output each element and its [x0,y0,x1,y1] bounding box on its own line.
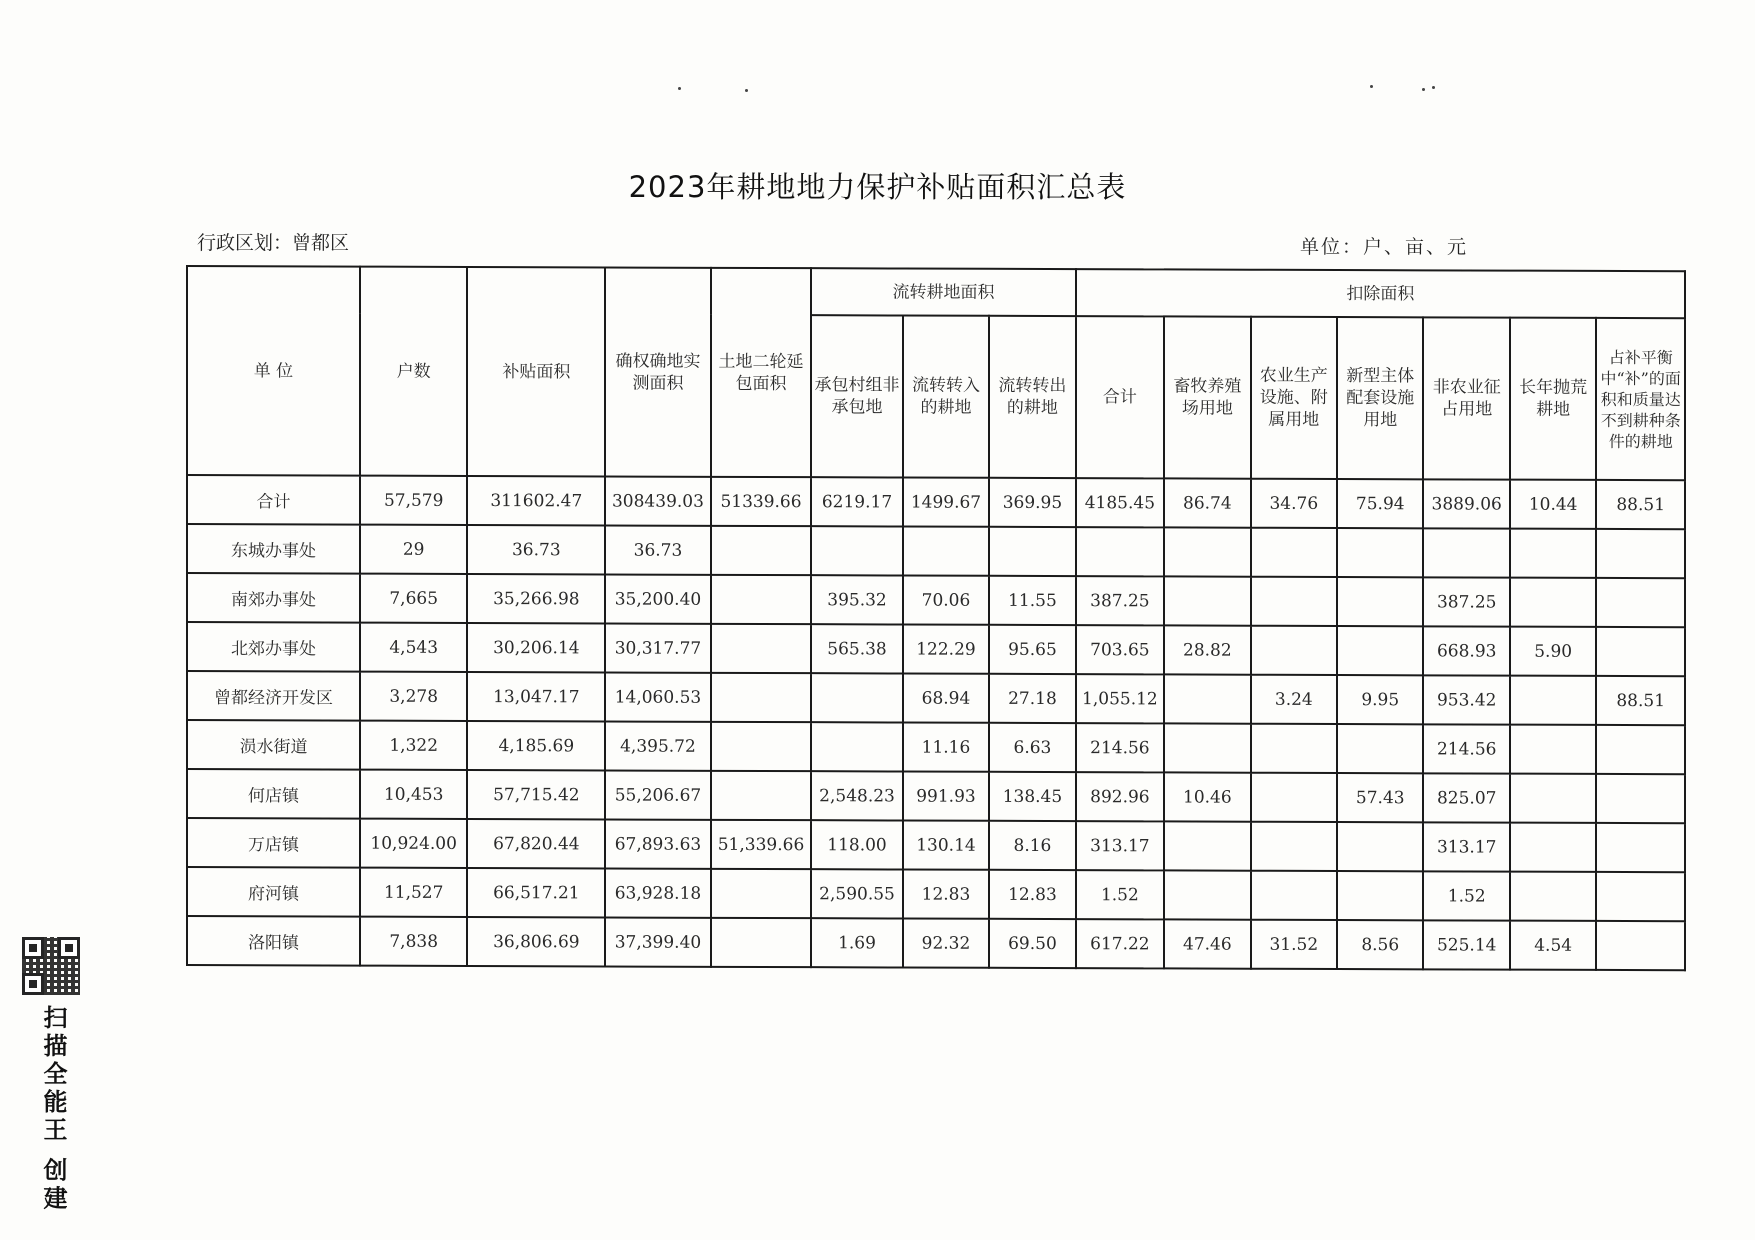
cell-households: 10,453 [360,770,468,819]
cell-agri [1251,822,1337,871]
cell-balance: 88.51 [1596,480,1685,529]
region-label: 行政区划：曾都区 [197,232,350,254]
header-confirmed-area: 确权确地实测面积 [605,267,711,476]
cell-name: 合计 [187,475,360,525]
cell-new-entity: 57.43 [1337,773,1423,822]
cell-deduct-total: 617.22 [1076,919,1164,968]
table-row [187,573,1685,627]
cell-out: 95.65 [989,625,1075,674]
cell-abandoned [1510,578,1596,627]
cell-out: 11.55 [989,576,1075,625]
cell-balance [1596,578,1685,627]
cell-name: 洛阳镇 [187,916,360,966]
cell-subsidy: 57,715.42 [467,770,605,819]
cell-livestock [1164,821,1250,870]
header-balance: 占补平衡中“补”的面积和质量达不到耕种条件的耕地 [1596,318,1685,480]
cell-new-entity: 8.56 [1337,920,1423,969]
scan-speck [1370,85,1373,88]
header-transfer-group: 流转耕地面积 [811,268,1075,316]
cell-abandoned [1510,725,1596,774]
cell-extension [711,722,812,771]
cell-livestock [1164,674,1250,723]
cell-non-contract: 395.32 [811,575,902,624]
cell-subsidy: 36.73 [467,525,605,574]
cell-name: 曾都经济开发区 [187,671,360,721]
cell-extension: 51339.66 [711,477,812,526]
cell-confirmed: 4,395.72 [605,721,711,770]
cell-non-contract [811,526,902,575]
cell-subsidy: 36,806.69 [467,917,605,966]
cell-in: 1499.67 [903,478,989,527]
scan-speck [1422,88,1425,91]
cell-balance: 88.51 [1596,676,1685,725]
cell-in: 92.32 [903,919,989,968]
cell-deduct-total: 313.17 [1076,821,1164,870]
cell-in: 68.94 [903,674,989,723]
cell-agri [1251,528,1337,577]
cell-in [903,527,989,576]
cell-abandoned: 10.44 [1510,480,1596,529]
table-row [187,524,1685,578]
cell-subsidy: 4,185.69 [467,721,605,770]
cell-new-entity [1337,528,1423,577]
cell-out: 8.16 [989,821,1075,870]
cell-confirmed: 63,928.18 [605,868,711,917]
document-title: 2023年耕地地力保护补贴面积汇总表 [628,170,1127,204]
cell-confirmed: 30,317.77 [605,623,711,672]
cell-non-agri: 3889.06 [1423,479,1509,528]
header-non-agri: 非农业征占用地 [1423,317,1509,479]
cell-livestock: 28.82 [1164,625,1250,674]
scanner-watermark: 扫描全能王 创建 [39,1005,67,1214]
cell-non-contract: 6219.17 [811,477,902,526]
summary-table [186,265,1686,971]
cell-extension [711,673,812,722]
cell-out: 12.83 [989,870,1075,919]
cell-extension [711,624,812,673]
table-row [187,867,1685,921]
header-new-entity: 新型主体配套设施用地 [1337,317,1423,479]
cell-deduct-total: 214.56 [1076,723,1164,772]
table-row [187,769,1685,823]
cell-out: 369.95 [989,478,1075,527]
cell-livestock: 86.74 [1164,478,1250,527]
cell-out [989,527,1075,576]
cell-households: 57,579 [360,476,468,525]
unit-label: 单位：户、亩、元 [1300,236,1469,258]
table-row [187,671,1685,725]
cell-subsidy: 13,047.17 [467,672,605,721]
cell-non-agri [1423,528,1509,577]
cell-non-contract: 118.00 [811,820,902,869]
cell-confirmed: 37,399.40 [605,917,711,966]
cell-deduct-total: 1,055.12 [1076,674,1164,723]
cell-abandoned: 4.54 [1510,921,1596,970]
cell-agri: 3.24 [1251,675,1337,724]
cell-non-agri: 953.42 [1423,675,1509,724]
cell-households: 7,665 [360,574,468,623]
cell-name: 南郊办事处 [187,573,360,623]
cell-balance [1596,872,1685,921]
table-row [187,720,1685,774]
cell-non-agri: 313.17 [1423,822,1509,871]
cell-new-entity [1337,724,1423,773]
cell-in: 11.16 [903,723,989,772]
table-row [187,475,1685,529]
cell-balance [1596,774,1685,823]
cell-balance [1596,725,1685,774]
cell-name: 何店镇 [187,769,360,819]
cell-extension [711,575,812,624]
cell-extension [711,869,812,918]
cell-in: 130.14 [903,821,989,870]
header-abandoned: 长年抛荒耕地 [1510,318,1596,480]
cell-households: 7,838 [360,917,468,966]
header-deduction-group: 扣除面积 [1076,269,1685,318]
cell-deduct-total: 4185.45 [1076,478,1164,527]
cell-subsidy: 30,206.14 [467,623,605,672]
cell-households: 3,278 [360,672,468,721]
header-land-extension: 土地二轮延包面积 [711,268,812,477]
cell-abandoned [1510,774,1596,823]
cell-deduct-total: 703.65 [1076,625,1164,674]
cell-new-entity [1337,626,1423,675]
cell-abandoned: 5.90 [1510,627,1596,676]
cell-out: 138.45 [989,772,1075,821]
table-row [187,916,1685,970]
cell-non-contract [811,673,902,722]
cell-name: 北郊办事处 [187,622,360,672]
header-transfer-non-contract: 承包村组非承包地 [811,315,902,477]
cell-households: 10,924.00 [360,819,468,868]
cell-households: 29 [360,525,468,574]
cell-agri [1251,626,1337,675]
cell-deduct-total [1076,527,1164,576]
header-agri-facility: 农业生产设施、附属用地 [1251,317,1337,479]
cell-deduct-total: 1.52 [1076,870,1164,919]
cell-confirmed: 14,060.53 [605,672,711,721]
table-body [187,475,1685,970]
cell-confirmed: 67,893.63 [605,819,711,868]
header-subsidy-area: 补贴面积 [467,267,605,476]
cell-deduct-total: 892.96 [1076,772,1164,821]
header-livestock: 畜牧养殖场用地 [1164,316,1250,478]
cell-households: 1,322 [360,721,468,770]
table-row [187,818,1685,872]
cell-households: 4,543 [360,623,468,672]
cell-new-entity [1337,822,1423,871]
cell-subsidy: 66,517.21 [467,868,605,917]
cell-subsidy: 311602.47 [467,476,605,525]
cell-livestock: 47.46 [1164,919,1250,968]
header-deduct-total: 合计 [1076,316,1164,478]
header-households: 户数 [360,267,468,476]
cell-new-entity [1337,577,1423,626]
cell-balance [1596,529,1685,578]
cell-non-agri: 387.25 [1423,577,1509,626]
cell-out: 27.18 [989,674,1075,723]
cell-in: 70.06 [903,576,989,625]
cell-subsidy: 35,266.98 [467,574,605,623]
cell-livestock [1164,527,1250,576]
cell-extension [711,918,812,967]
header-transfer-in: 流转转入的耕地 [903,316,989,478]
cell-in: 991.93 [903,772,989,821]
cell-non-contract: 2,590.55 [811,869,902,918]
header-unit: 单 位 [187,266,360,476]
cell-extension: 51,339.66 [711,820,812,869]
cell-agri [1251,773,1337,822]
cell-new-entity [1337,871,1423,920]
header-transfer-out: 流转转出的耕地 [989,316,1075,478]
cell-households: 11,527 [360,868,468,917]
cell-livestock: 10.46 [1164,772,1250,821]
cell-abandoned [1510,529,1596,578]
cell-balance [1596,627,1685,676]
cell-agri [1251,871,1337,920]
cell-in: 12.83 [903,870,989,919]
cell-subsidy: 67,820.44 [467,819,605,868]
scan-speck [1432,86,1435,89]
cell-out: 6.63 [989,723,1075,772]
cell-non-agri: 525.14 [1423,920,1509,969]
cell-balance [1596,921,1685,970]
cell-non-contract [811,722,902,771]
cell-livestock [1164,723,1250,772]
cell-non-contract: 2,548.23 [811,771,902,820]
cell-new-entity: 75.94 [1337,479,1423,528]
scan-speck [745,89,748,92]
cell-agri [1251,724,1337,773]
cell-extension [711,771,812,820]
cell-name: 府河镇 [187,867,360,917]
cell-non-agri: 825.07 [1423,773,1509,822]
cell-agri [1251,577,1337,626]
qr-code-icon [22,937,80,995]
cell-new-entity: 9.95 [1337,675,1423,724]
cell-agri: 34.76 [1251,479,1337,528]
cell-balance [1596,823,1685,872]
cell-confirmed: 308439.03 [605,476,711,525]
cell-abandoned [1510,676,1596,725]
cell-livestock [1164,576,1250,625]
cell-livestock [1164,870,1250,919]
cell-non-agri: 214.56 [1423,724,1509,773]
cell-abandoned [1510,823,1596,872]
cell-extension [711,526,812,575]
cell-confirmed: 35,200.40 [605,574,711,623]
table-row [187,622,1685,676]
cell-out: 69.50 [989,919,1075,968]
cell-confirmed: 55,206.67 [605,770,711,819]
cell-name: 涢水街道 [187,720,360,770]
cell-agri: 31.52 [1251,920,1337,969]
cell-in: 122.29 [903,625,989,674]
cell-deduct-total: 387.25 [1076,576,1164,625]
cell-non-agri: 668.93 [1423,626,1509,675]
cell-confirmed: 36.73 [605,525,711,574]
cell-abandoned [1510,872,1596,921]
cell-name: 万店镇 [187,818,360,868]
scan-speck [678,87,681,90]
cell-non-agri: 1.52 [1423,871,1509,920]
cell-name: 东城办事处 [187,524,360,574]
cell-non-contract: 565.38 [811,624,902,673]
cell-non-contract: 1.69 [811,918,902,967]
